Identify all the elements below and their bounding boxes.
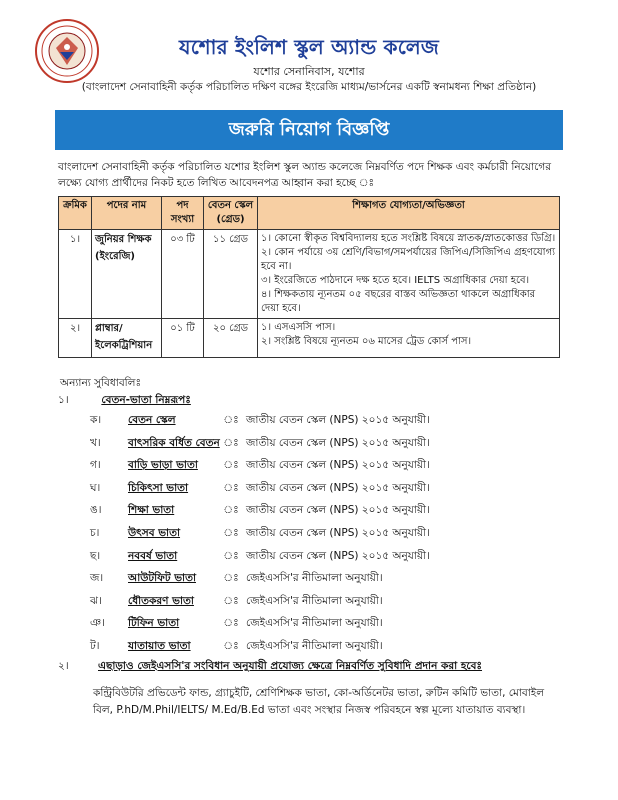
intro-paragraph: বাংলাদেশ সেনাবাহিনী কর্তৃক পরিচালিত যশোর ইংলিশ স্কুল অ্যান্ড কলেজে নিম্নবর্ণিত পদে শিক্ষক এবং কর্মচারী নিয়োগের লক্ষ্যে যোগ্য প্রার্থীদের নিকট হতে লিখিত আবেদনপত্র আহ্বান করা হচ্ছে ঃ [58,161,552,189]
row-qualifications [258,319,560,358]
list-item [90,571,570,594]
list-item [90,458,570,481]
row-count: ০১ টি [162,319,204,358]
item-value: জেইএসসি'র নীতিমালা অনুযায়ী। [246,617,383,630]
item-colon: ঃ [223,481,239,494]
item-colon: ঃ [223,549,239,562]
item-value: জাতীয় বেতন স্কেল (NPS) ২০১৫ অনুযায়ী। [246,436,430,449]
allowance-list [90,413,570,662]
benefits-section-2 [58,659,482,676]
item-value: জাতীয় বেতন স্কেল (NPS) ২০১৫ অনুযায়ী। [246,459,430,472]
qualification-item: ২। সংশ্লিষ্ট বিষয়ে ন্যূনতম ০৬ মাসের ট্রেড কোর্স পাস। [261,336,472,347]
list-item [90,481,570,504]
item-name: উৎসব ভাতা [128,526,181,539]
item-name: টিফিন ভাতা [128,617,180,630]
row-post: প্লাম্বার/ ইলেকট্রিশিয়ান [92,319,162,358]
item-colon: ঃ [223,414,239,426]
notice-banner: জরুরি নিয়োগ বিজ্ঞপ্তি [55,110,563,150]
item-name: যাতায়াত ভাতা [128,639,191,652]
college-name: যশোর ইংলিশ স্কুল অ্যান্ড কলেজ [179,35,439,59]
qualification-item: ৩। ইংরেজিতে পাঠদানে দক্ষ হতে হবে। IELTS অগ্রাধিকার দেয়া হবে। [261,275,530,286]
item-colon: ঃ [223,639,239,652]
list-item [90,594,570,617]
row-grade: ১১ গ্রেড [204,230,258,319]
list-item [90,436,570,459]
item-colon: ঃ [223,526,239,539]
item-number: চ। [90,526,100,539]
item-colon: ঃ [223,459,239,472]
header-count: পদ সংখ্যা [162,197,204,230]
item-name: আউটফিট ভাতা [128,572,196,585]
qualification-item: ৪। শিক্ষকতায় ন্যূনতম ০৫ বছরের বাস্তব অভিজ্ঞতা থাকলে অগ্রাধিকার দেয়া হবে। [261,289,536,314]
item-colon: ঃ [223,504,239,517]
item-number: গ। [90,459,101,472]
item-number: ঝ। [90,594,102,607]
item-name: বাৎসরিক বর্ধিত বেতন [128,436,220,449]
row-qualifications [258,230,560,319]
item-name: চিকিৎসা ভাতা [128,481,189,494]
section-label: বেতন-ভাতা নিম্নরূপঃ [101,394,191,406]
item-name: বাড়ি ভাড়া ভাতা [128,459,198,472]
row-grade: ২০ গ্রেড [204,319,258,358]
row-serial: ২। [59,319,92,358]
section-number: ১। [58,394,69,406]
item-name: শিক্ষা ভাতা [128,504,175,517]
additional-benefits-paragraph: কন্ট্রিবিউটরি প্রভিডেন্ট ফান্ড, গ্র্যাচুইটি, শ্রেণিশিক্ষক ভাতা, কো-অর্ডিনেটর ভাতা, রুটিন কমিটি ভাতা, মোবাইল বিল, P.hD/M.Phil/IELTS/ M.Ed/B.Ed ভাতা এবং সংস্থার নিজস্ব পরিবহনে স্বল্প মূল্যে যাতায়াত ব্যবস্থা। [93,687,545,716]
list-item [90,413,570,436]
item-name: নববর্ষ ভাতা [128,549,178,562]
benefits-title: অন্যান্য সুবিধাবলিঃ [60,377,142,389]
item-colon: ঃ [223,617,239,630]
recruitment-table [58,196,560,358]
item-value: জেইএসসি'র নীতিমালা অনুযায়ী। [246,594,383,607]
section-label: এছাড়াও জেইএসসি'র সংবিধান অনুযায়ী প্রযোজ্য ক্ষেত্রে নিম্নবর্ণিত সুবিধাদি প্রদান করা হবেঃ [98,660,483,672]
row-post: জুনিয়র শিক্ষক (ইংরেজি) [92,230,162,319]
benefits-section-1 [58,393,191,410]
item-colon: ঃ [223,436,239,449]
item-name: ধৌতকরণ ভাতা [128,594,194,607]
item-number: ঞ। [90,617,105,630]
list-item [90,616,570,639]
header-serial: ক্রমিক [59,197,92,230]
college-subtitle: (বাংলাদেশ সেনাবাহিনী কর্তৃক পরিচালিত দক্ষিণ বঙ্গের ইংরেজি মাধ্যম/ভার্সনের একটি স্বনামধন্য শিক্ষা প্রতিষ্ঠান) [81,81,537,93]
item-value: জেইএসসি'র নীতিমালা অনুযায়ী। [246,639,383,652]
item-value: জাতীয় বেতন স্কেল (NPS) ২০১৫ অনুযায়ী। [246,414,430,426]
list-item [90,503,570,526]
item-number: ঘ। [90,481,101,494]
table-row [59,230,560,319]
header-grade: বেতন স্কেল (গ্রেড) [204,197,258,230]
table-row [59,319,560,358]
item-value: জাতীয় বেতন স্কেল (NPS) ২০১৫ অনুযায়ী। [246,549,430,562]
header-qualification: শিক্ষাগত যোগ্যতা/অভিজ্ঞতা [258,197,560,230]
item-number: ক। [90,414,102,426]
row-serial: ১। [59,230,92,319]
header-post: পদের নাম [92,197,162,230]
item-colon: ঃ [223,572,239,585]
list-item [90,526,570,549]
college-location: যশোর সেনানিবাস, যশোর [253,65,365,78]
item-number: ঙ। [90,504,102,517]
qualification-item: ১। কোনো স্বীকৃত বিশ্ববিদ্যালয় হতে সংশ্লিষ্ট বিষয়ে স্নাতক/স্নাতকোত্তর ডিগ্রি। [261,233,556,244]
table-header-row [59,197,560,230]
qualification-item: ১। এসএসসি পাস। [261,322,336,333]
item-value: জাতীয় বেতন স্কেল (NPS) ২০১৫ অনুযায়ী। [246,504,430,517]
item-name: বেতন স্কেল [128,414,176,426]
row-count: ০৩ টি [162,230,204,319]
qualification-item: ২। কোন পর্যায়ে ৩য় শ্রেণি/বিভাগ/সমপর্যায়ের জিপিএ/সিজিপিএ গ্রহণযোগ্য হবে না। [261,247,556,272]
item-number: খ। [90,436,101,449]
section-number: ২। [58,660,69,672]
item-number: জ। [90,572,104,585]
item-value: জাতীয় বেতন স্কেল (NPS) ২০১৫ অনুযায়ী। [246,481,430,494]
item-number: ট। [90,639,100,652]
item-colon: ঃ [223,594,239,607]
item-value: জাতীয় বেতন স্কেল (NPS) ২০১৫ অনুযায়ী। [246,526,430,539]
item-value: জেইএসসি'র নীতিমালা অনুযায়ী। [246,572,383,585]
list-item [90,549,570,572]
item-number: ছ। [90,549,101,562]
